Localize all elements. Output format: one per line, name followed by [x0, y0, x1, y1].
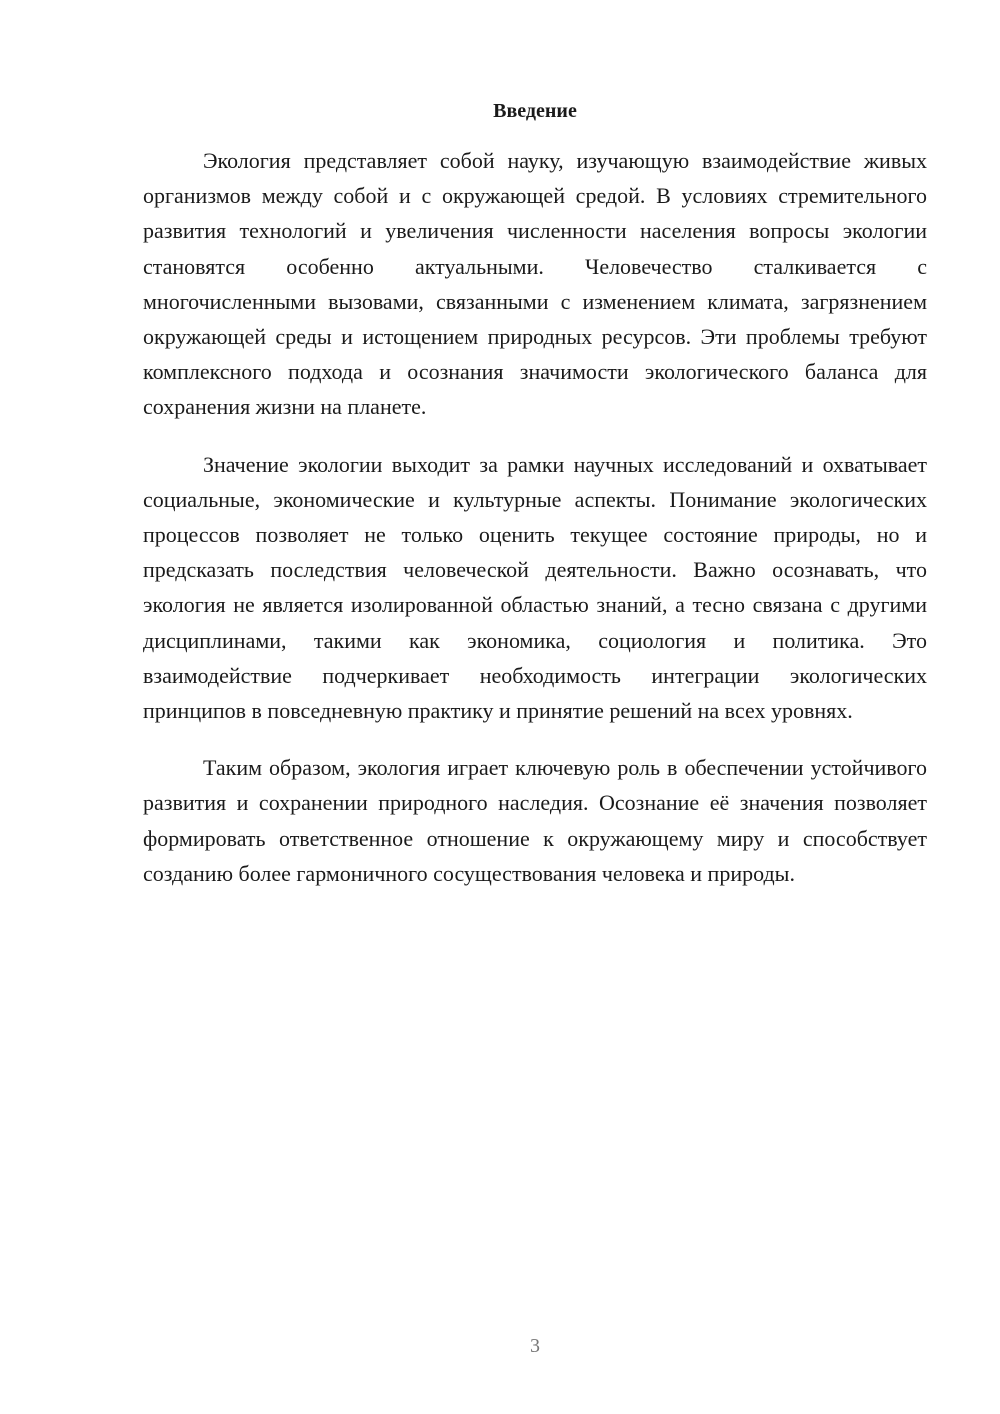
paragraph-2: Значение экологии выходит за рамки научных исследований и охватывает социальные, экономические и культурные аспекты. Понимание экологических процессов позволяет не только оценить текущее состояние природы, но и предсказать последствия человеческой деятельности. Важно осознавать, что экология не является изолированной областью знаний, а тесно связана с другими дисциплинами, такими как экономика, социология и политика. Это взаимодействие подчеркивает необходимость интеграции экологических принципов в повседневную практику и принятие решений на всех уровнях.	[143, 451, 927, 724]
paragraph-3: Таким образом, экология играет ключевую роль в обеспечении устойчивого развития и сохранении природного наследия. Осознание её значения позволяет формировать ответственное отношение к окружающему миру и способствует созданию более гармоничного сосуществования человека и природы.	[143, 755, 927, 886]
body-text	[143, 143, 927, 913]
paragraph-1: Экология представляет собой науку, изучающую взаимодействие живых организмов между собой и с окружающей средой. В условиях стремительного развития технологий и увеличения численности населения вопросы экологии становятся особенно актуальными. Человечество сталкивается с многочисленными вызовами, связанными с изменением климата, загрязнением окружающей среды и истощением природных ресурсов. Эти проблемы требуют комплексного подхода и осознания значимости экологического баланса для сохранения жизни на планете.	[143, 148, 927, 420]
page-number: 3	[530, 1335, 540, 1357]
page-title: Введение	[493, 100, 577, 122]
